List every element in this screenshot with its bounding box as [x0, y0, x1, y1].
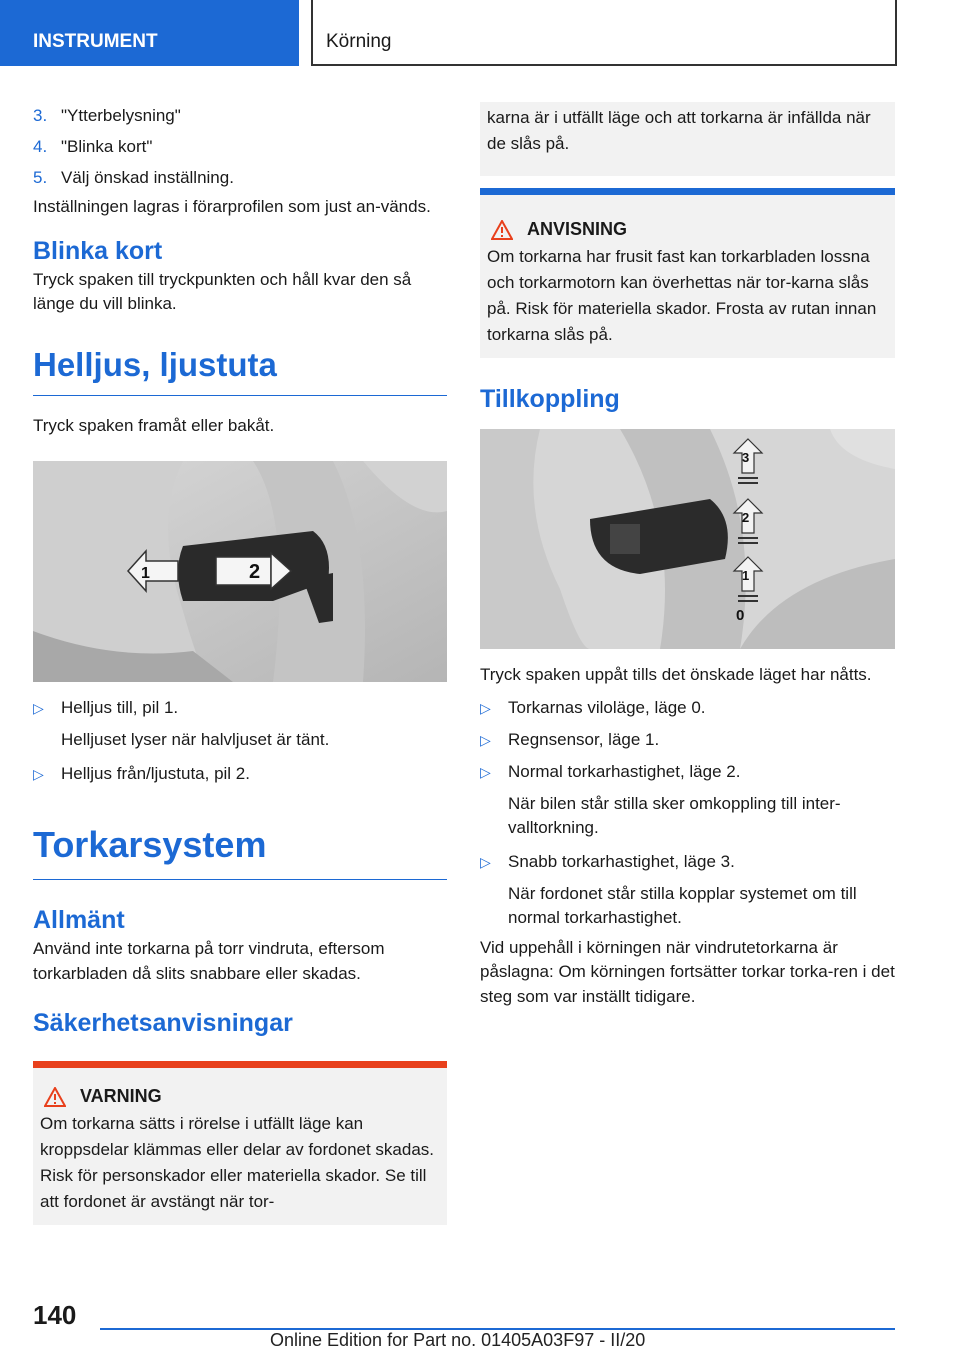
warning-box	[33, 1061, 447, 1225]
wiper-position-label-2: 2	[742, 510, 750, 525]
list-item-text: Normal torkarhastighet, läge 2.	[508, 761, 741, 781]
wiper-position-label-3: 3	[742, 450, 750, 465]
step-text: "Blinka kort"	[61, 137, 153, 156]
helljus-illustration	[33, 461, 447, 682]
tillkoppling-heading: Tillkoppling	[480, 385, 620, 413]
step-number: 4.	[33, 137, 48, 156]
list-item-subtext: När fordonet står stilla kopplar systemet om till normal torkarhastighet.	[508, 883, 857, 927]
right-column	[480, 102, 895, 1009]
wiper-position-list	[480, 696, 895, 930]
saker-heading: Säkerhetsanvisningar	[33, 1009, 293, 1037]
list-item-text: Torkarnas viloläge, läge 0.	[508, 697, 706, 717]
list-item-text: Regnsensor, läge 1.	[508, 729, 660, 749]
list-item	[480, 696, 895, 720]
list-item	[33, 762, 447, 786]
footer-edition: Online Edition for Part no. 01405A03F97 - II/20	[270, 1330, 646, 1350]
step-text: Välj önskad inställning.	[61, 168, 234, 187]
warning-continuation-text: karna är i utfällt läge och att torkarna är infällda när de slås på.	[487, 108, 871, 153]
warning-text: Om torkarna sätts i rörelse i utfällt läge kan kroppsdelar klämmas eller delar av fordonet skadas. Risk för personskador eller materiella skador. Se till att fordonet är avstängt när tor-	[40, 1114, 435, 1211]
helljus-heading: Helljus, ljustuta	[33, 345, 447, 396]
list-item-text: Helljus från/ljustuta, pil 2.	[61, 764, 250, 783]
bullet-triangle-icon: ▷	[480, 763, 491, 780]
blinka-heading: Blinka kort	[33, 236, 163, 265]
blinka-text: Tryck spaken till tryckpunkten och håll kvar den så länge du vill blinka.	[33, 269, 412, 313]
bullet-triangle-icon: ▷	[480, 853, 491, 870]
warning-triangle-icon	[44, 1087, 66, 1107]
list-item	[480, 760, 895, 784]
allmant-heading: Allmänt	[33, 906, 125, 934]
notice-text: Om torkarna har frusit fast kan torkarbladen lossna och torkarmotorn kan överhettas när tor-karna slås på. Risk för materiella skador. Frosta av rutan innan torkarna slås på.	[487, 247, 877, 344]
notice-header	[487, 203, 888, 244]
tillkoppling-text: Tryck spaken uppåt tills det önskade läget har nåtts.	[480, 665, 872, 684]
list-item-text: Helljus till, pil 1.	[61, 698, 179, 717]
helljus-list	[33, 696, 447, 786]
list-item-subtext: När bilen står stilla sker omkoppling till inter-valltorkning.	[508, 793, 841, 837]
bullet-triangle-icon: ▷	[480, 699, 491, 716]
notice-box	[480, 188, 895, 358]
step-text: "Ytterbelysning"	[61, 106, 181, 125]
notice-title: ANVISNING	[527, 219, 628, 239]
warning-continuation-box	[480, 102, 895, 176]
list-item-text: Snabb torkarhastighet, läge 3.	[508, 851, 735, 871]
helljus-arrow-label-2: 2	[249, 561, 261, 583]
warning-title: VARNING	[80, 1086, 162, 1106]
list-item	[33, 696, 447, 720]
step-item	[33, 162, 447, 193]
torkar-heading: Torkarsystem	[33, 824, 447, 880]
wiper-position-label-0: 0	[736, 607, 745, 624]
steps-list	[33, 100, 447, 193]
step-number: 5.	[33, 168, 48, 187]
header-section-tab	[0, 0, 299, 66]
allmant-text: Använd inte torkarna på torr vindruta, eftersom torkarbladen då slits snabbare eller skadas.	[33, 939, 385, 983]
step-item	[33, 100, 447, 131]
saved-note: Inställningen lagras i förarprofilen som just an-vänds.	[33, 197, 431, 216]
notice-triangle-icon	[491, 220, 513, 240]
header-chapter-label: Körning	[326, 31, 392, 52]
wiper-position-label-1: 1	[742, 568, 750, 583]
list-item	[480, 728, 895, 752]
header-chapter-tab	[311, 0, 897, 66]
bullet-triangle-icon: ▷	[33, 766, 44, 782]
list-item	[480, 850, 895, 874]
header-section-label: INSTRUMENT	[33, 31, 158, 52]
bullet-triangle-icon: ▷	[480, 731, 491, 748]
warning-header	[40, 1076, 440, 1111]
wiper-illustration	[480, 429, 895, 649]
bullet-triangle-icon: ▷	[33, 700, 44, 716]
step-item	[33, 131, 447, 162]
final-text: Vid uppehåll i körningen när vindrutetorkarna är påslagna: Om körningen fortsätter torkar torka-ren i det steg som var inställt tidigare.	[480, 937, 895, 1006]
helljus-arrow-label-1: 1	[141, 565, 150, 582]
page-number: 140	[33, 1300, 77, 1330]
step-number: 3.	[33, 106, 48, 125]
list-item-subtext: Helljuset lyser när halvljuset är tänt.	[61, 730, 330, 749]
helljus-text: Tryck spaken framåt eller bakåt.	[33, 415, 275, 435]
left-column	[33, 100, 447, 1225]
